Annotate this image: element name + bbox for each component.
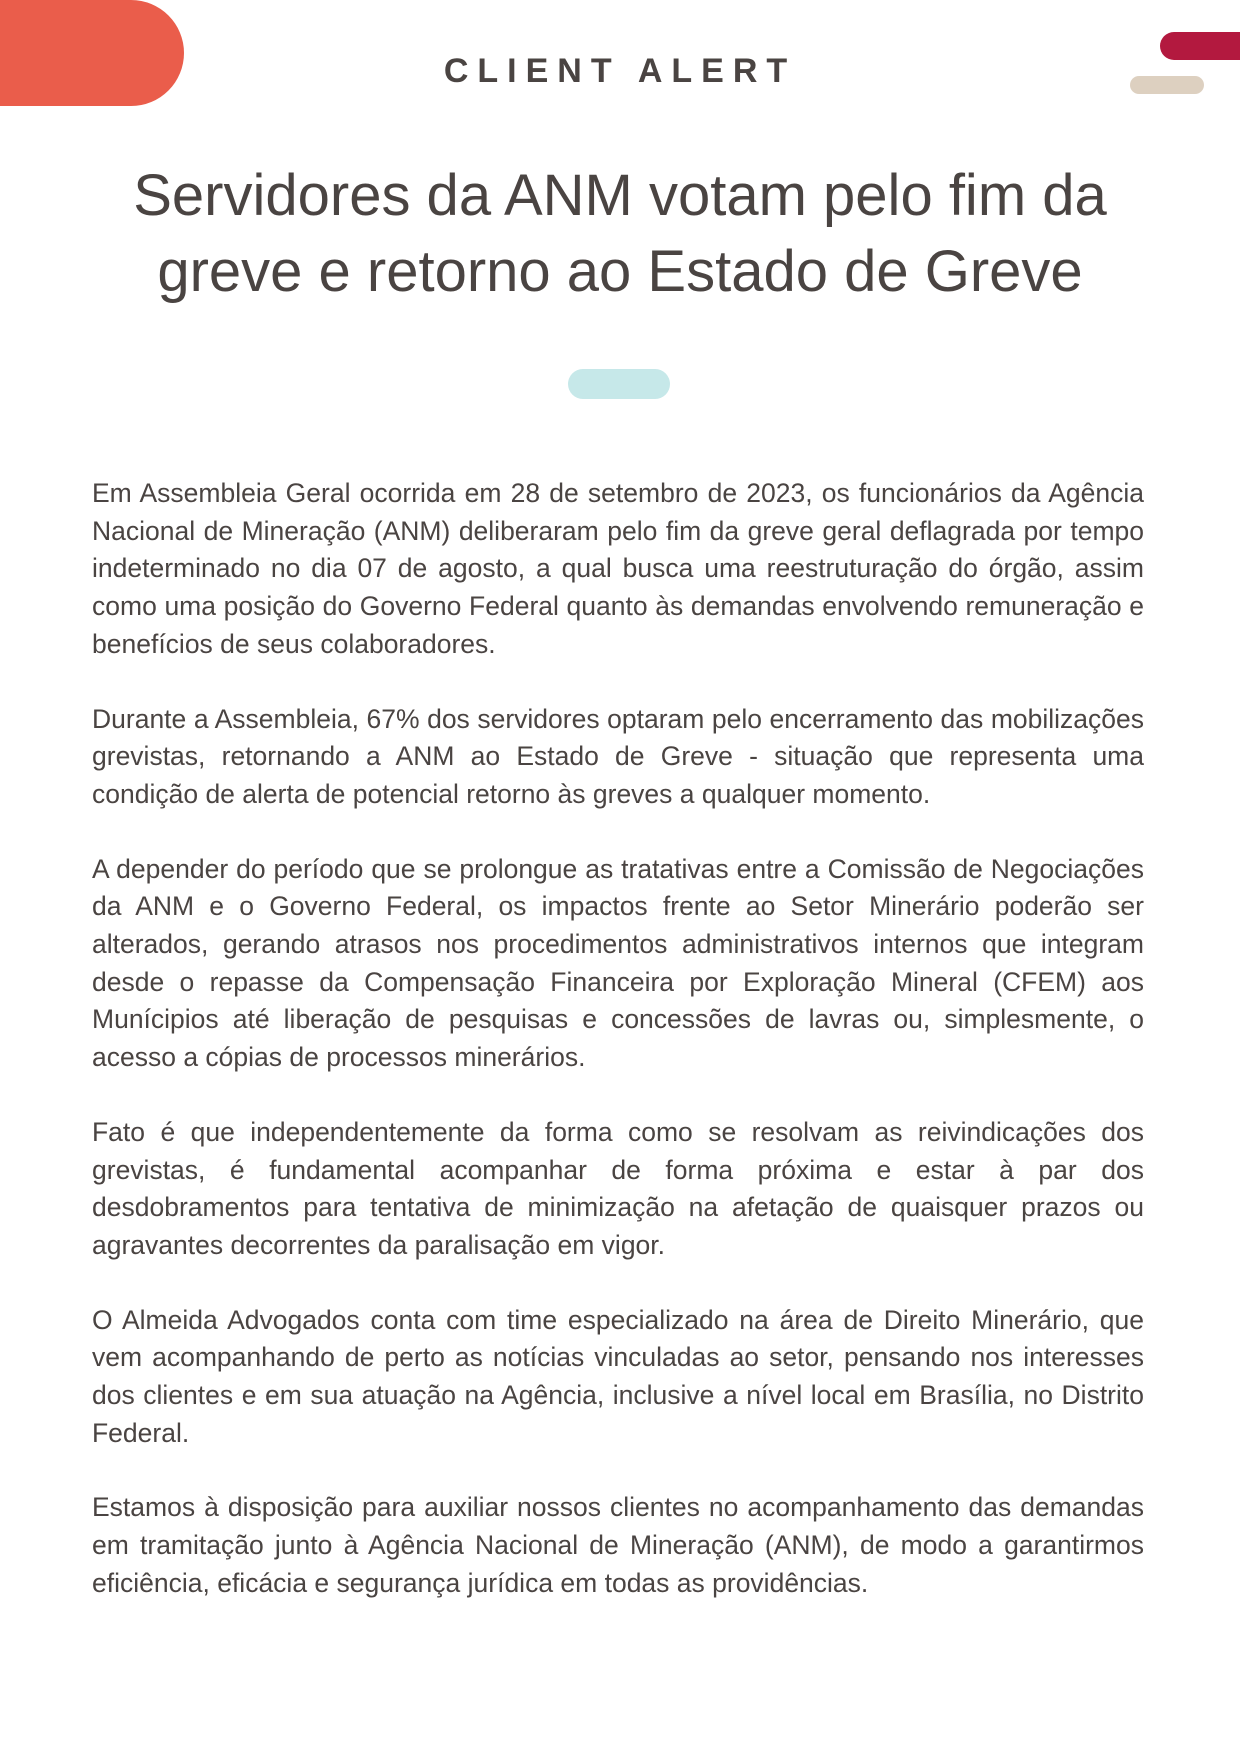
title-divider (568, 369, 670, 399)
paragraph-5: O Almeida Advogados conta com time especializado na área de Direito Minerário, que vem acompanhando de perto as notícias vinculadas ao setor, pensando nos interesses dos clientes e em sua atuação na Agência, inclusive a nível local em Brasília, no Distrito Federal. (92, 1304, 1144, 1448)
paragraph-3: A depender do período que se prolongue as tratativas entre a Comissão de Negociações da ANM e o Governo Federal, os impactos frente ao Setor Minerário poderão ser alterados, gerando atrasos nos procedimentos administrativos internos que integram desde o repasse da Compensação Financeira por Exploração Mineral (CFEM) aos Munícipios até liberação de pesquisas e concessões de lavras ou, simplesmente, o acesso a cópias de processos minerários. (92, 853, 1144, 1073)
paragraph-2: Durante a Assembleia, 67% dos servidores optaram pelo encerramento das mobilizações grevistas, retornando a ANM ao Estado de Greve - situação que representa uma condição de alerta de potencial retorno às greves a qualquer momento. (92, 703, 1144, 809)
paragraph-1: Em Assembleia Geral ocorrida em 28 de setembro de 2023, os funcionários da Agência Nacional de Mineração (ANM) deliberaram pelo fim da greve geral deflagrada por tempo indeterminado no dia 07 de agosto, a qual busca uma reestruturação do órgão, assim como uma posição do Governo Federal quanto às demandas envolvendo remuneração e benefícios de seus colaboradores. (92, 478, 1144, 659)
header-label: CLIENT ALERT (443, 52, 797, 90)
article-body (92, 475, 1144, 1640)
paragraph-6: Estamos à disposição para auxiliar nossos clientes no acompanhamento das demandas em tramitação junto à Agência Nacional de Mineração (ANM), de modo a garantirmos eficiência, eficácia e segurança jurídica em todas as providências. (92, 1492, 1144, 1598)
page-title: Servidores da ANM votam pelo fim da greve e retorno ao Estado de Greve (133, 163, 1107, 304)
paragraph-4: Fato é que independentemente da forma como se resolvam as reivindicações dos grevistas, é fundamental acompanhar de forma próxima e estar à par dos desdobramentos para tentativa de minimização na afetação de quaisquer prazos ou agravantes decorrentes da paralisação em vigor. (92, 1116, 1144, 1260)
